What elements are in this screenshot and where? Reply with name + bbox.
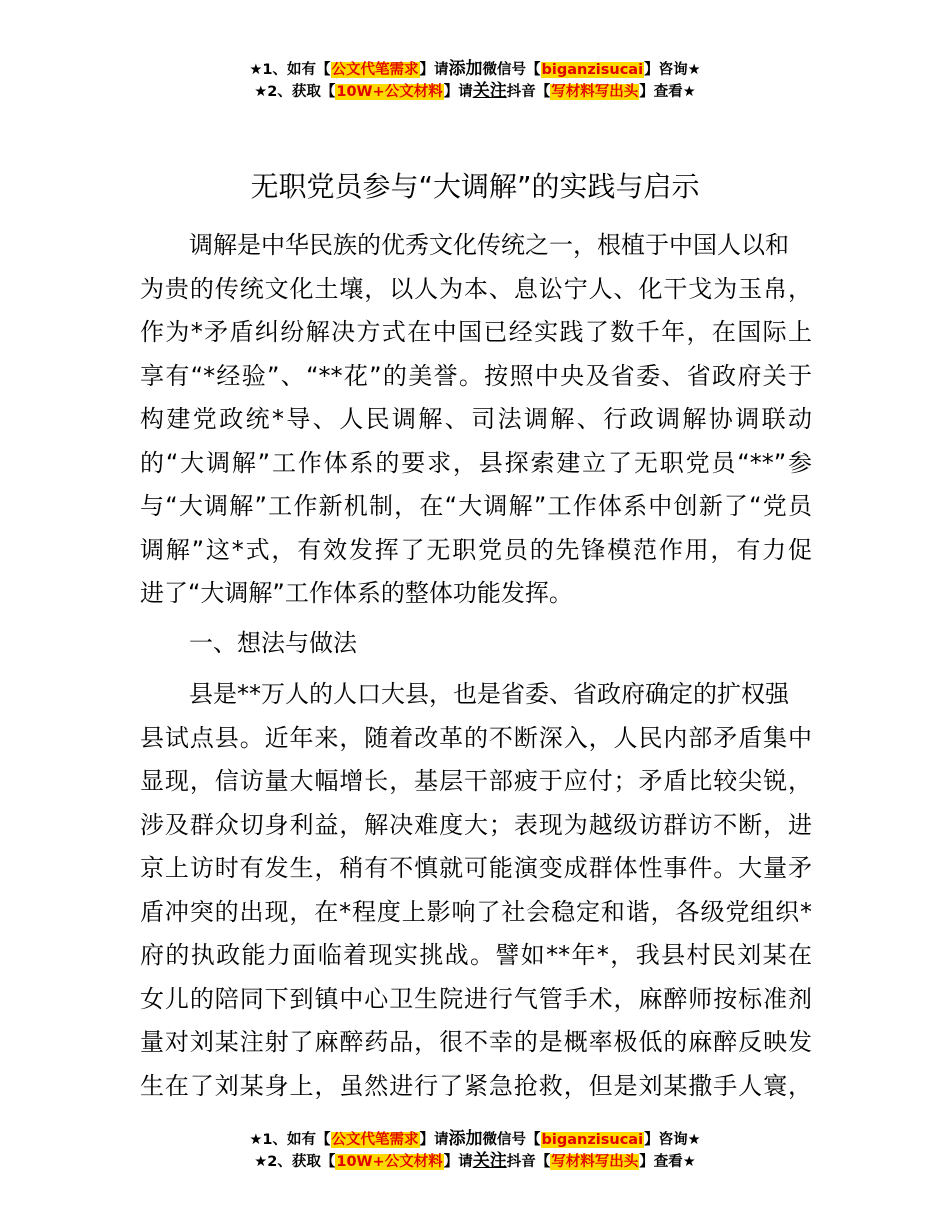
banner-emphasis: 添加	[448, 1129, 483, 1149]
banner-text: 】请	[443, 84, 473, 100]
banner-line-2	[0, 81, 950, 103]
paragraph-line: 作为*矛盾纠纷解决方式在中国已经实践了数千年，在国际上	[140, 318, 812, 346]
paragraph-line: 构建党政统*导、人民调解、司法调解、行政调解协调联动	[140, 405, 812, 433]
banner-text: 】请	[443, 1154, 473, 1170]
banner-emphasis: 关注	[472, 1151, 507, 1171]
banner-line-2	[0, 1151, 950, 1173]
highlight-service: 公文代笔需求	[331, 1132, 419, 1148]
paragraph-line: 府的执政能力面临着现实挑战。譬如**年*，我县村民刘某在	[140, 941, 812, 969]
paragraph-line: 显现，信访量大幅增长，基层干部疲于应付；矛盾比较尖锐，	[140, 767, 812, 795]
banner-text: 1、如有【	[262, 62, 331, 78]
banner-text: 2、获取【	[267, 1154, 336, 1170]
section-heading-text: 一、想法与做法	[189, 629, 357, 657]
paragraph-line: 县试点县。近年来，随着改革的不断深入，人民内部矛盾集中	[140, 723, 812, 752]
star-icon: ★	[254, 84, 268, 100]
banner-text: 】请	[419, 1132, 449, 1148]
highlight-service: 公文代笔需求	[331, 62, 419, 78]
paragraph-line: 女儿的陪同下到镇中心卫生院进行气管手术，麻醉师按标准剂	[140, 984, 812, 1013]
section-heading	[140, 622, 812, 666]
banner-text: 1、如有【	[262, 1132, 331, 1148]
paragraph-line: 涉及群众切身利益，解决难度大；表现为越级访群访不断，进	[140, 810, 812, 839]
banner-text: 2、获取【	[267, 84, 336, 100]
banner-text: 微信号【	[482, 1132, 541, 1148]
paragraph-line: 调解是中华民族的优秀文化传统之一，根植于中国人以和	[189, 231, 789, 259]
banner-text: 抖音【	[506, 1154, 551, 1170]
banner-line-1	[0, 1129, 950, 1151]
highlight-wechat-id: biganzisucai	[541, 1132, 644, 1148]
paragraph-line: 调解”这*式，有效发挥了无职党员的先锋模范作用，有力促	[140, 535, 812, 564]
document-title: 无职党员参与“大调解”的实践与启示	[250, 170, 700, 203]
paragraph-line: 的“大调解”工作体系的要求，县探索建立了无职党员“**”参	[140, 448, 812, 477]
banner-line-1	[0, 59, 950, 81]
banner-text: 】请	[419, 62, 449, 78]
paragraph-line: 京上访时有发生，稍有不慎就可能演变成群体性事件。大量矛	[140, 854, 812, 882]
highlight-douyin-id: 写材料写出头	[551, 1154, 639, 1170]
banner-text: 】咨询★	[644, 1132, 701, 1148]
header-banner	[0, 59, 950, 103]
paragraph-line: 盾冲突的出现，在*程度上影响了社会稳定和谐，各级党组织*	[140, 897, 812, 926]
paragraph-line: 享有“*经验”、“**花”的美誉。按照中央及省委、省政府关于	[140, 361, 812, 390]
star-icon: ★	[254, 1154, 268, 1170]
star-icon: ★	[249, 1132, 263, 1148]
banner-text: 】查看★	[639, 84, 696, 100]
section-paragraph	[140, 673, 812, 1108]
highlight-materials: 10W+公文材料	[336, 1154, 443, 1170]
banner-text: 】咨询★	[644, 62, 701, 78]
intro-paragraph	[140, 224, 812, 616]
paragraph-line: 量对刘某注射了麻醉药品，很不幸的是概率极低的麻醉反映发	[140, 1028, 812, 1056]
paragraph-line: 进了“大调解”工作体系的整体功能发挥。	[140, 579, 573, 607]
banner-emphasis: 关注	[472, 81, 507, 101]
highlight-materials: 10W+公文材料	[336, 84, 443, 100]
banner-text: 抖音【	[506, 84, 551, 100]
star-icon: ★	[249, 62, 263, 78]
paragraph-line: 生在了刘某身上，虽然进行了紧急抢救，但是刘某撒手人寰，	[140, 1071, 812, 1100]
banner-text: 微信号【	[482, 62, 541, 78]
footer-banner	[0, 1129, 950, 1173]
paragraph-line: 为贵的传统文化土壤，以人为本、息讼宁人、化干戈为玉帛，	[140, 274, 812, 303]
paragraph-line: 与“大调解”工作新机制，在“大调解”工作体系中创新了“党员	[140, 492, 812, 520]
paragraph-line: 县是**万人的人口大县，也是省委、省政府确定的扩权强	[189, 680, 789, 708]
highlight-wechat-id: biganzisucai	[541, 62, 644, 78]
highlight-douyin-id: 写材料写出头	[551, 84, 639, 100]
banner-emphasis: 添加	[448, 59, 483, 79]
banner-text: 】查看★	[639, 1154, 696, 1170]
